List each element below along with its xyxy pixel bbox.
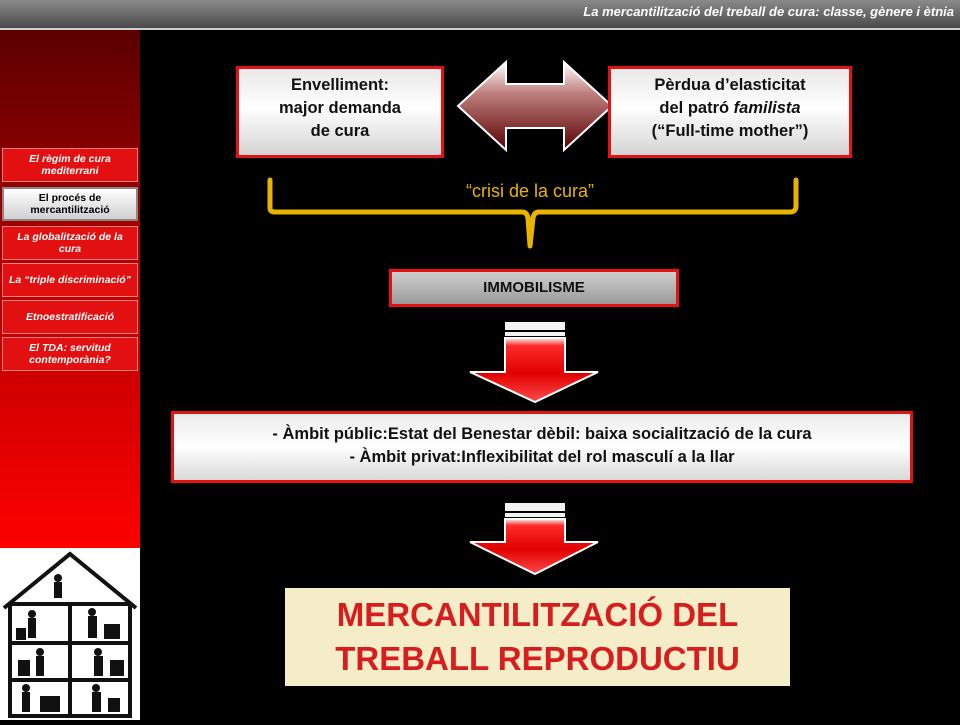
- nav-item-regim-cura[interactable]: El règim de cura mediterrani: [2, 148, 138, 182]
- ambit-box: [171, 411, 913, 483]
- result-line: TREBALL REPRODUCTIU: [335, 640, 740, 677]
- nav-item-globalitzacio[interactable]: La globalització de la cura: [2, 226, 138, 260]
- care-crisis-label: “crisi de la cura”: [465, 181, 595, 201]
- aging-box-line: major demanda: [279, 99, 401, 117]
- familista-term: familista: [733, 99, 801, 117]
- elasticity-box-line: Pèrdua d’elasticitat: [654, 76, 806, 94]
- aging-box-line: Envelliment:: [290, 76, 390, 94]
- elasticity-box-line: [611, 97, 849, 120]
- down-arrow-icon: [470, 503, 598, 574]
- ambit-privat-line: - Àmbit privat:Inflexibilitat del rol masculí a la llar: [349, 448, 735, 466]
- nav-item-triple-discriminacio[interactable]: La “triple discriminació”: [2, 263, 138, 297]
- presentation-title: La mercantilització del treball de cura: classe, gènere i ètnia: [583, 4, 954, 19]
- nav-item-tda[interactable]: El TDA: servitud contemporània?: [2, 337, 138, 371]
- ambit-public-line: - Àmbit públic:Estat del Benestar dèbil: baixa socialització de la cura: [272, 425, 812, 443]
- elasticity-box-line: (“Full-time mother”): [651, 122, 809, 140]
- nav-item-proces-mercantilitzacio[interactable]: El procés de mercantilització: [2, 187, 138, 221]
- result-box: [285, 588, 790, 686]
- result-line: MERCANTILITZACIÓ DEL: [336, 596, 739, 633]
- nav-item-etnoestratificacio[interactable]: Etnoestratificació: [2, 300, 138, 334]
- immobilisme-box: IMMOBILISME: [389, 269, 679, 307]
- double-arrow-icon: [458, 62, 612, 150]
- down-arrow-icon: [470, 322, 598, 402]
- elasticity-loss-box: [608, 66, 852, 158]
- aging-box-line: de cura: [310, 122, 370, 140]
- aging-box: [236, 66, 444, 158]
- elasticity-box-text: del patró: [659, 99, 734, 117]
